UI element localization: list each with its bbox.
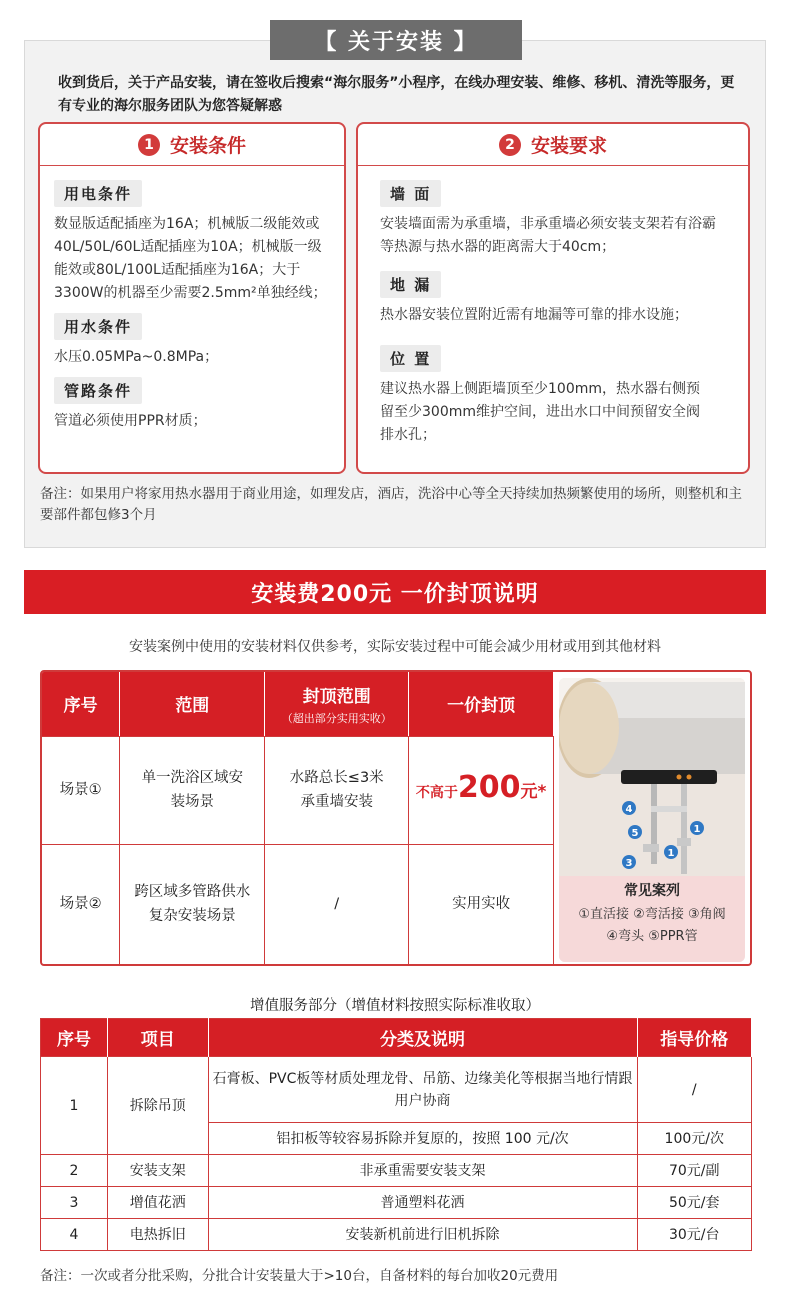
service-desc-text: 石膏板、PVC板等材质处理龙骨、吊筋、边缘美化等根据当地行情跟用户协商 — [212, 1070, 633, 1109]
service-header-seq: 序号 — [41, 1019, 108, 1057]
table-row — [41, 1187, 752, 1219]
case-marker: 1 — [667, 848, 675, 859]
service-price: 50元/套 — [637, 1187, 751, 1219]
case-title: 常见案列 — [624, 883, 680, 899]
service-seq: 1 — [41, 1057, 108, 1155]
fee-header-scope: 范围 — [120, 672, 265, 736]
service-desc: 铝扣板等较容易拆除并复原的，按照 100 元/次 — [208, 1123, 637, 1155]
conditions-card — [38, 122, 346, 474]
table-row — [41, 1219, 752, 1251]
case-marker: 1 — [693, 824, 701, 835]
service-desc: 非承重需要安装支架 — [208, 1155, 637, 1187]
service-price: 30元/台 — [637, 1219, 751, 1251]
fee-header-price: 一价封顶 — [409, 672, 554, 736]
install-note: 备注：如果用户将家用热水器用于商业用途，如理发店，酒店，洗浴中心等全天持续加热频繁使用的场所，则整机和主要部件都包修3个月 — [40, 486, 742, 523]
case-box — [559, 876, 745, 962]
fee-range-text: 水路总长≤3米承重墙安装 — [289, 770, 384, 810]
fee-scope-text: 跨区域多管路供水复杂安装场景 — [134, 884, 251, 925]
water-label: 用水条件 — [54, 313, 142, 340]
fee-scope — [120, 736, 265, 844]
wall-text: 安装墙面需为承重墙，非承重墙必须安装支架若有浴霸等热源与热水器的距离需大于40cm； — [380, 216, 716, 255]
service-item: 增值花洒 — [108, 1187, 208, 1219]
fee-seq: 场景② — [42, 844, 120, 964]
pipe-label: 管路条件 — [54, 377, 142, 404]
table-row — [42, 736, 554, 844]
service-seq: 4 — [41, 1219, 108, 1251]
fee-scope-text: 单一洗浴区域安装场景 — [141, 770, 244, 810]
fee-header-seq: 序号 — [42, 672, 120, 736]
number-badge: 1 — [138, 134, 160, 156]
price-prefix: 不高于 — [415, 784, 458, 801]
table-row — [41, 1057, 752, 1123]
electric-label: 用电条件 — [54, 180, 142, 207]
number-badge: 2 — [499, 134, 521, 156]
case-line-1: ①直活接 ②弯活接 ③角阀 — [578, 907, 726, 922]
fee-seq: 场景① — [42, 736, 120, 844]
requirements-heading: 安装要求 — [530, 135, 607, 157]
service-header-desc: 分类及说明 — [208, 1019, 637, 1057]
service-seq: 2 — [41, 1155, 108, 1187]
case-marker: 5 — [631, 828, 639, 839]
service-price: 70元/副 — [637, 1155, 751, 1187]
service-header-price: 指导价格 — [637, 1019, 751, 1057]
service-price: 100元/次 — [637, 1123, 751, 1155]
service-desc — [208, 1057, 637, 1123]
water-heater-illustration — [559, 678, 745, 878]
drain-text: 热水器安装位置附近需有地漏等可靠的排水设施； — [380, 307, 688, 323]
conditions-header — [40, 124, 344, 166]
fee-header-cap-note: （超出部分实用实收） — [281, 711, 392, 725]
service-desc: 普通塑料花洒 — [208, 1187, 637, 1219]
service-note: 备注：一次或者分批采购，分批合计安装量大于>10台，自备材料的每台加收20元费用 — [40, 1268, 559, 1284]
fee-table-box — [40, 670, 752, 966]
service-header-item: 项目 — [108, 1019, 208, 1057]
drain-label: 地 漏 — [380, 271, 441, 298]
fee-range: / — [265, 844, 409, 964]
case-line-2: ④弯头 ⑤PPR管 — [606, 929, 698, 944]
conditions-heading: 安装条件 — [169, 135, 246, 157]
service-desc: 安装新机前进行旧机拆除 — [208, 1219, 637, 1251]
fee-range — [265, 736, 409, 844]
fee-table — [42, 672, 554, 964]
table-row — [42, 844, 554, 964]
electric-text: 数显版适配插座为16A；机械版二级能效或40L/50L/60L适配插座为10A；机械版一级能效或80L/100L适配插座为16A；大于3300W的机器至少需要2.5mm²单独经线； — [54, 216, 327, 301]
requirements-header — [358, 124, 748, 166]
service-price: / — [637, 1057, 751, 1123]
service-item: 安装支架 — [108, 1155, 208, 1187]
fee-price-text: 实用实收 — [409, 844, 554, 964]
case-marker: 3 — [625, 858, 633, 869]
fee-header-cap-label: 封顶范围 — [302, 686, 371, 707]
case-marker: 4 — [625, 804, 633, 815]
price-unit: 元* — [520, 781, 547, 802]
service-seq: 3 — [41, 1187, 108, 1219]
pipe-text: 管道必须使用PPR材质； — [54, 413, 207, 429]
service-item: 电热拆旧 — [108, 1219, 208, 1251]
fee-price — [409, 736, 554, 844]
water-text: 水压0.05MPa~0.8MPa； — [54, 349, 219, 365]
wall-label: 墙 面 — [380, 180, 441, 207]
install-intro: 收到货后，关于产品安装，请在签收后搜索“海尔服务”小程序，在线办理安装、维修、移机、清洗等服务，更有专业的海尔服务团队为您答疑解惑 — [58, 75, 735, 114]
table-row — [41, 1155, 752, 1187]
service-title: 增值服务部分（增值材料按照实际标准收取） — [250, 998, 540, 1014]
position-label: 位 置 — [380, 345, 441, 372]
fee-subtitle: 安装案例中使用的安装材料仅供参考，实际安装过程中可能会减少用材或用到其他材料 — [129, 639, 661, 655]
service-item: 拆除吊顶 — [108, 1057, 208, 1155]
fee-header-cap — [265, 672, 409, 736]
price-value: 200 — [457, 769, 521, 805]
service-table — [40, 1018, 752, 1251]
install-title: 【 关于安装 】 — [270, 20, 522, 60]
position-text: 建议热水器上侧距墙顶至少100mm，热水器右侧预留至少300mm维护空间，进出水口中间预留安全阀排水孔； — [380, 381, 700, 443]
fee-banner: 安装费200元 一价封顶说明 — [24, 570, 766, 614]
requirements-card — [356, 122, 750, 474]
heater-photo — [559, 678, 745, 962]
fee-scope — [120, 844, 265, 964]
